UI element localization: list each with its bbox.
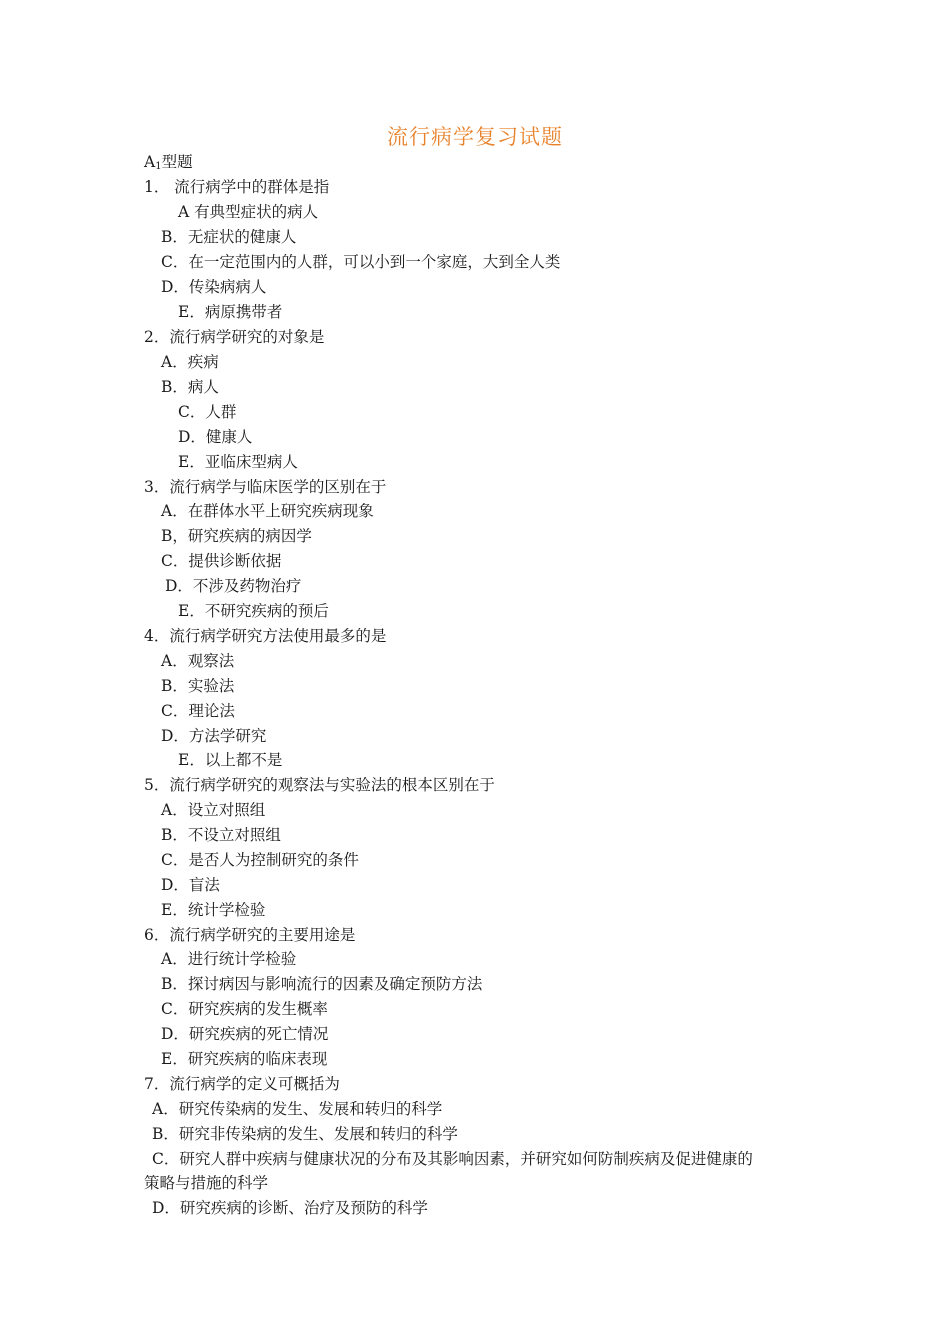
option-6d: D．研究疾病的死亡情况 — [161, 1025, 329, 1043]
option-5d: D．盲法 — [161, 876, 220, 894]
option-3e: E．不研究疾病的预后 — [178, 602, 329, 620]
option-2a: A．疾病 — [161, 353, 219, 371]
option-7b: B．研究非传染病的发生、发展和转归的科学 — [152, 1125, 458, 1143]
option-6e: E．研究疾病的临床表现 — [161, 1050, 328, 1068]
option-1e: E．病原携带者 — [178, 303, 283, 321]
option-5c: C．是否人为控制研究的条件 — [161, 851, 359, 869]
option-4d: D．方法学研究 — [161, 727, 267, 745]
question-5: 5．流行病学研究的观察法与实验法的根本区别在于 — [144, 776, 495, 794]
option-3a: A．在群体水平上研究疾病现象 — [161, 502, 374, 520]
option-2e: E．亚临床型病人 — [178, 453, 298, 471]
option-3d: D．不涉及药物治疗 — [165, 577, 302, 595]
option-7c-continued: 策略与措施的科学 — [144, 1174, 269, 1192]
option-6a: A．进行统计学检验 — [161, 950, 297, 968]
option-3b: B，研究疾病的病因学 — [161, 527, 312, 545]
option-5a: A．设立对照组 — [161, 801, 266, 819]
section-suffix: 型题 — [161, 153, 193, 171]
question-1: 1． 流行病学中的群体是指 — [144, 178, 330, 196]
section-subscript: 1 — [155, 161, 162, 172]
option-1b: B．无症状的健康人 — [161, 228, 297, 246]
question-2: 2．流行病学研究的对象是 — [144, 328, 325, 346]
option-1a: A 有典型症状的病人 — [178, 203, 319, 221]
option-4b: B．实验法 — [161, 677, 235, 695]
option-2c: C．人群 — [178, 403, 237, 421]
option-6b: B．探讨病因与影响流行的因素及确定预防方法 — [161, 975, 483, 993]
option-1d: D．传染病病人 — [161, 278, 267, 296]
question-6: 6．流行病学研究的主要用途是 — [144, 926, 356, 944]
section-prefix: A — [144, 153, 156, 171]
option-1c: C．在一定范围内的人群，可以小到一个家庭，大到全人类 — [161, 253, 561, 271]
option-4a: A．观察法 — [161, 652, 235, 670]
option-2d: D．健康人 — [178, 428, 253, 446]
option-7a: A．研究传染病的发生、发展和转归的科学 — [152, 1100, 443, 1118]
document-title: 流行病学复习试题 — [387, 125, 563, 149]
option-4c: C．理论法 — [161, 702, 235, 720]
option-7d: D．研究疾病的诊断、治疗及预防的科学 — [152, 1199, 428, 1217]
question-4: 4．流行病学研究方法使用最多的是 — [144, 627, 387, 645]
question-7: 7．流行病学的定义可概括为 — [144, 1075, 340, 1093]
option-7c: C．研究人群中疾病与健康状况的分布及其影响因素，并研究如何防制疾病及促进健康的 — [152, 1150, 753, 1168]
option-5b: B．不设立对照组 — [161, 826, 281, 844]
option-5e: E．统计学检验 — [161, 901, 266, 919]
option-4e: E．以上都不是 — [178, 751, 283, 769]
option-3c: C．提供诊断依据 — [161, 552, 282, 570]
option-2b: B．病人 — [161, 378, 219, 396]
option-6c: C．研究疾病的发生概率 — [161, 1000, 328, 1018]
question-3: 3．流行病学与临床医学的区别在于 — [144, 478, 387, 496]
